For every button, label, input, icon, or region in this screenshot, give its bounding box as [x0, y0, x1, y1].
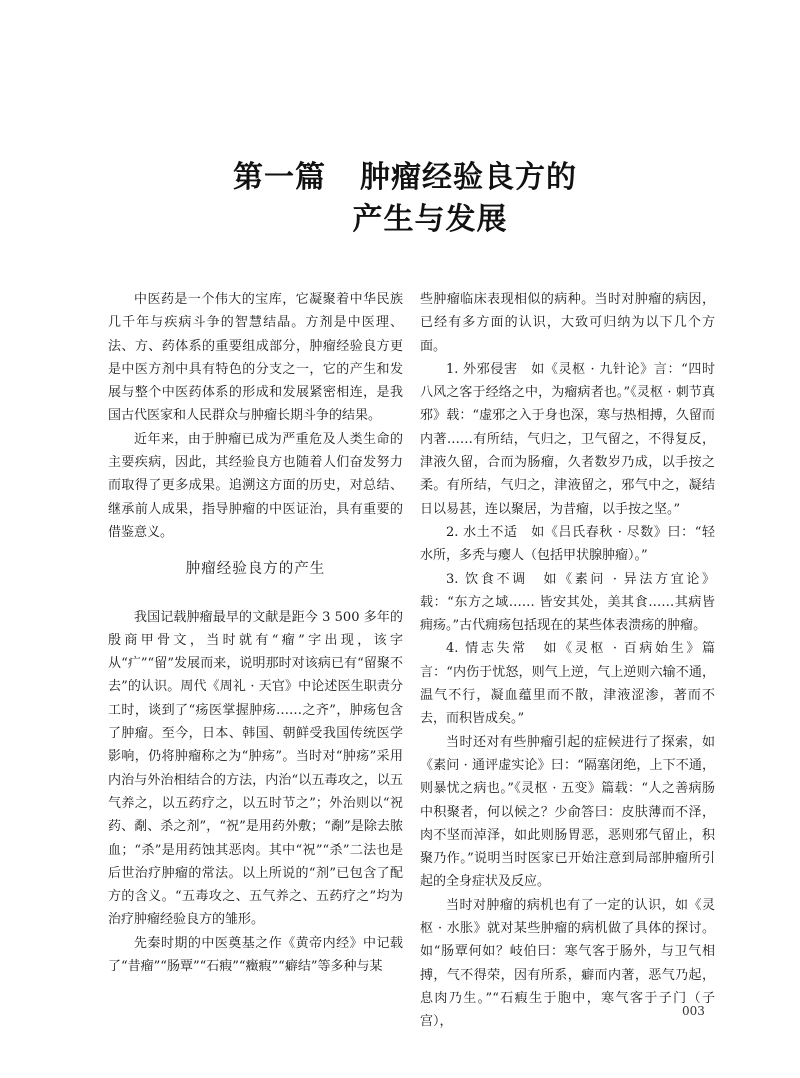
left-column [108, 288, 403, 978]
continued-paragraph: 些肿瘤临床表现相似的病种。当时对肿瘤的病因，已经有多方面的认识，大致可归纳为以下几个方面。 [420, 292, 715, 354]
page-number: 003 [682, 1004, 705, 1018]
body-paragraph-1: 我国记载肿瘤最早的文献是距今 3 500 多年的殷商甲骨文，当时就有“瘤”字出现，该字从“疒”“留”发展而来，说明那时对该病已有“留聚不去”的认识。周代《周礼 · 天官》中论述医生职责分工时，谈到了“疡医掌握肿疡……之齐”，肿疡包含了肿瘤。至今，日本、韩国、朝鲜受我国传统医学影响，仍将肿瘤称之为“肿疡”。当时对“肿疡”采用内治与外治相结合的方法，内治“以五毒攻之，以五气养之，以五药疗之，以五时节之”；外治则以“祝药、劀、杀之剂”，“祝”是用药外敷；“劀”是除去脓血；“杀”是用药蚀其恶肉。其中“祝”“杀”二法也是后世治疗肿瘤的常法。以上所说的“剂”已包含了配方的含义。“五毒攻之、五气养之、五药疗之”均为治疗肿瘤经验良方的雏形。 [108, 609, 403, 928]
symptom-paragraph: 当时还对有些肿瘤引起的症候进行了探索，如《素问 · 通评虚实论》曰：“隔塞闭绝，上下不通，则暴忧之病也。”《灵枢 · 五变》篇载：“人之善病肠中积聚者，何以候之？少俞答曰：皮肤薄而不泽，肉不坚而淖泽，如此则肠胃恶，恶则邪气留止，积聚乃作。”说明当时医家已开始注意到局部肿瘤所引起的全身症状及反应。 [420, 734, 715, 890]
title-line-2: 产生与发展 [352, 202, 508, 237]
list-item-external-evil: 1. 外邪侵害 如《灵枢 · 九针论》言：“四时八风之客于经络之中，为瘤病者也。”《灵枢 · 刺节真邪》载：“虚邪之入于身也深，寒与热相搏，久留而内著……有所结，气归之，卫气留之，不得复反，津液久留，合而为肠瘤，久者数岁乃成，以手按之柔。有所结，气归之，津液留之，邪气中之，凝结日以易甚，连以聚居，为昔瘤，以手按之坚。” [420, 361, 715, 517]
title-text-1: 肿瘤经验良方的 [360, 160, 577, 195]
title-part: 第一篇 [233, 160, 326, 195]
section-heading: 肿瘤经验良方的产生 [185, 561, 326, 578]
title-line-1 [0, 157, 800, 199]
right-column [420, 288, 715, 1034]
chapter-title [0, 157, 800, 241]
pathogenesis-paragraph: 当时对肿瘤的病机也有了一定的认识，如《灵枢 · 水胀》就对某些肿瘤的病机做了具体的探讨。如“肠覃何如？岐伯曰：寒气客于肠外，与卫气相搏，气不得荣，因有所系，癖而内著，恶气乃起，息肉乃生。”“石瘕生于胞中，寒气客于子门（子宫）， [420, 897, 715, 1030]
intro-paragraph-2: 近年来，由于肿瘤已成为严重危及人类生命的主要疾病，因此，其经验良方也随着人们奋发努力而取得了更多成果。追溯这方面的历史，对总结、继承前人成果，指导肿瘤的中医证治，具有重要的借鉴意义。 [108, 431, 403, 540]
body-paragraph-2: 先秦时期的中医奠基之作《黄帝内经》中记载了“昔瘤”“肠覃”“石瘕”“癥瘕”“癖结”等多种与某 [108, 935, 403, 975]
intro-paragraph-1: 中医药是一个伟大的宝库，它凝聚着中华民族几千年与疾病斗争的智慧结晶。方剂是中医理、法、方、药体系的重要组成部分，肿瘤经验良方更是中医方剂中具有特色的分支之一，它的产生和发展与整个中医药体系的形成和发展紧密相连，是我国古代医家和人民群众与肿瘤长期斗争的结果。 [108, 292, 403, 424]
list-item-water-soil: 2. 水土不适 如《吕氏春秋 · 尽数》曰：“轻水所，多秃与瘿人（包括甲状腺肿瘤）。” [420, 524, 715, 564]
list-item-diet: 3. 饮食不调 如《素问 · 异法方宜论》载：“东方之域…… 皆安其处，美其食……其病皆痈疡。”古代痈疡包括现在的某些体表溃疡的肿瘤。 [420, 571, 715, 634]
list-item-emotion: 4. 情志失常 如《灵枢 · 百病始生》篇言：“内伤于忧怒，则气上逆，气上逆则六输不通，温气不行，凝血蕴里而不散，津液涩渗，著而不去，而积皆成矣。” [420, 641, 715, 727]
